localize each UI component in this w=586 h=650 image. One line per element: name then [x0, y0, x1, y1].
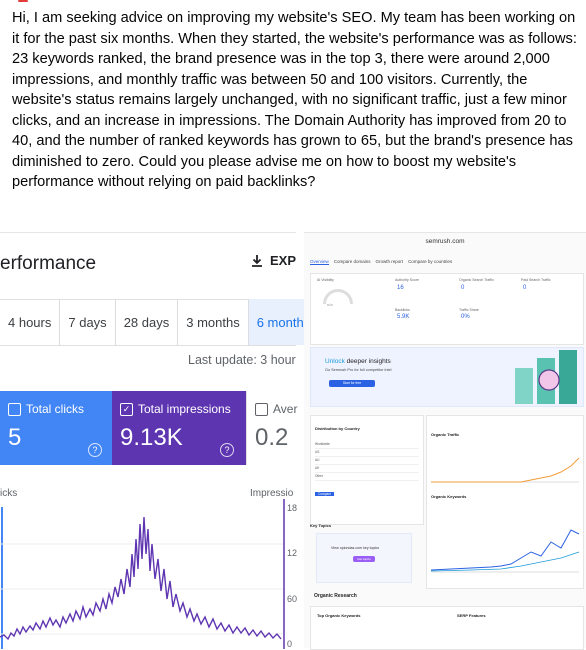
key-topics-box [316, 533, 412, 583]
average-position-value: 0.2 [255, 424, 289, 451]
serp-features-title: SERP Features [457, 613, 486, 618]
traffic-line [431, 458, 579, 482]
table-row: AU [315, 458, 419, 465]
authority-score-label: Authority Score [395, 278, 419, 282]
key-topics-text: View opiondas.com key topics [331, 546, 380, 550]
top-keywords-panel [310, 606, 584, 650]
tab-compare-countries[interactable]: Compare by countries [408, 259, 453, 264]
total-clicks-label: Total clicks [26, 402, 85, 416]
table-row: Worldwide [315, 442, 419, 449]
download-icon [250, 254, 264, 268]
keywords-line [431, 530, 579, 570]
start-free-button[interactable]: Start for free [329, 380, 375, 387]
traffic-share-value: 0% [461, 314, 470, 320]
organic-keywords-chart [431, 512, 579, 578]
page-title: erformance [0, 253, 97, 274]
tick-label: 0 [287, 639, 293, 649]
date-range-tabs [0, 299, 304, 345]
checkbox-icon [8, 403, 21, 416]
last-update-text: Last update: 3 hour [188, 353, 296, 367]
organic-keywords-title: Organic Keywords [431, 494, 467, 499]
average-position-card[interactable] [246, 391, 306, 465]
total-clicks-value: 5 [8, 424, 22, 451]
bar-icon [559, 350, 577, 404]
help-icon[interactable]: ? [220, 443, 234, 457]
total-clicks-card[interactable] [0, 391, 112, 465]
banner-subtitle: Go Semrush Pro for full competitor intel [325, 368, 392, 372]
organic-traffic-panel [426, 415, 584, 589]
traffic-share-label: Traffic Share [459, 308, 479, 312]
checkbox-icon [255, 403, 268, 416]
tab-overview[interactable]: Overview [310, 259, 329, 264]
tick-label: 18 [287, 503, 298, 513]
table-row: US [315, 450, 419, 457]
clicks-axis-label: icks [0, 488, 18, 499]
backlinks-value: 5.9K [397, 314, 410, 320]
divider [0, 345, 296, 346]
total-impressions-value: 9.13K [120, 424, 183, 451]
tick-label: 12 [287, 548, 298, 558]
impressions-line [0, 517, 281, 639]
authority-score-value: 16 [397, 285, 404, 291]
export-button[interactable] [250, 253, 296, 268]
range-7-days[interactable]: 7 days [60, 299, 115, 345]
paid-traffic-value: 0 [523, 285, 527, 291]
range-6-months[interactable]: 6 month [249, 299, 312, 345]
upgrade-banner [310, 347, 584, 407]
backlinks-label: Backlinks [395, 308, 410, 312]
ai-visibility-value: n/a [327, 302, 333, 307]
compare-button[interactable]: Compare [315, 492, 334, 496]
organic-research-title: Organic Research [314, 593, 357, 599]
key-topics-title: Key Topics [310, 523, 332, 528]
organic-traffic-label: Organic Search Traffic [459, 278, 494, 282]
distribution-panel [310, 415, 424, 525]
organic-traffic-value: 0 [461, 285, 465, 291]
export-label: EXP [270, 253, 297, 268]
checked-box-icon: ✓ [120, 403, 133, 416]
table-row: Other [315, 474, 419, 481]
tick-label: 60 [287, 594, 298, 604]
impressions-axis-label: Impressio [250, 488, 294, 499]
top-keywords-title: Top Organic Keywords [317, 613, 361, 618]
total-impressions-label: Total impressions [138, 402, 231, 416]
banner-title: Unlock deeper insights [325, 358, 391, 365]
tab-compare-domains[interactable]: Compare domains [333, 259, 371, 264]
ai-visibility-label: AI Visibility [317, 278, 334, 282]
mascot-icon [539, 370, 559, 390]
semrush-tabs [310, 259, 452, 265]
paid-traffic-label: Paid Search Traffic [521, 278, 551, 282]
organic-traffic-chart [431, 446, 579, 486]
performance-chart [0, 499, 296, 649]
distribution-title: Distribution by Country [315, 426, 360, 431]
keywords-line [431, 552, 579, 571]
range-24-hours[interactable]: 4 hours [0, 299, 60, 345]
browser-url: semrush.com [425, 238, 465, 245]
tab-growth-report[interactable]: Growth report [375, 259, 404, 264]
table-row: UK [315, 466, 419, 473]
top-accent [18, 0, 28, 2]
search-console-screenshot [0, 232, 304, 649]
range-28-days[interactable]: 28 days [116, 299, 179, 345]
metrics-panel [310, 273, 584, 345]
range-3-months[interactable]: 3 months [178, 299, 248, 345]
average-position-label: Aver [273, 402, 298, 416]
total-impressions-card[interactable] [112, 391, 246, 465]
semrush-screenshot [304, 232, 586, 648]
bar-icon [515, 368, 533, 404]
post-body: Hi, I am seeking advice on improving my website's SEO. My team has been working on it for the past six months. When they started, the website's performance was as follows: 23 keywords ranked, the brand presence was in the top 3, there were around 2,000 impressions, and monthly traffic was between 50 and 100 visitors. Currently, the website's status remains largely unchanged, with no significant traffic, just a few minor clicks, and an increase in impressions. The Domain Authority has improved from 20 to 40, and the number of ranked keywords has grown to 65, but the brand's presence has diminished to zero. Could you please advise me on how to boost my website's performance without relying on paid backlinks? [12, 10, 577, 190]
help-icon[interactable]: ? [88, 443, 102, 457]
get-topics-button[interactable]: Get topics [353, 556, 375, 562]
organic-traffic-title: Organic Traffic [431, 432, 460, 437]
mascot-illustration [507, 350, 577, 404]
